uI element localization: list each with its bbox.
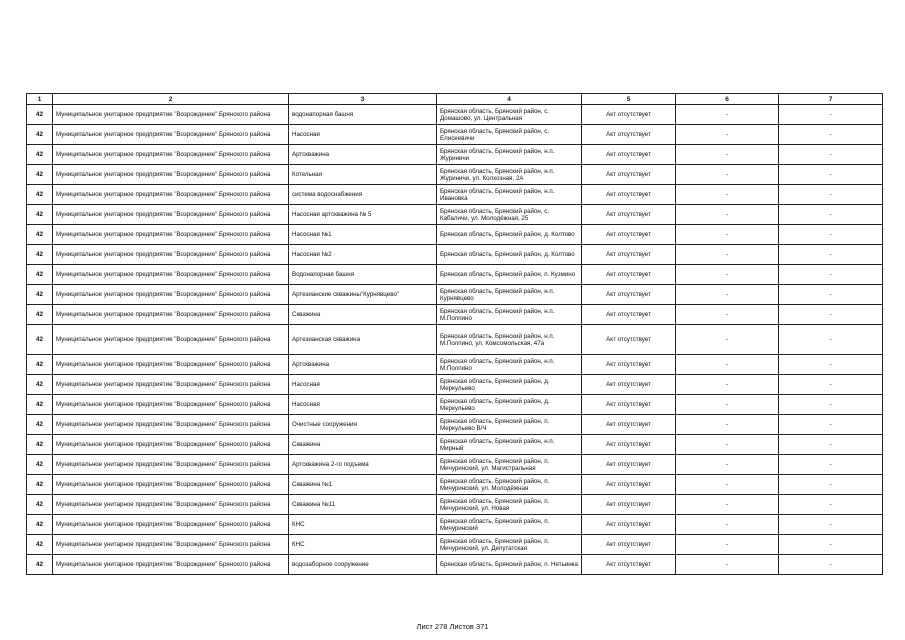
row-number: 42 — [27, 375, 53, 395]
page-counter: Лист 278 Листов 371 — [416, 622, 489, 631]
col7-cell: - — [779, 555, 883, 575]
table-row — [27, 475, 883, 495]
col7-cell: - — [779, 325, 883, 355]
col6-cell: - — [676, 325, 779, 355]
col7-cell: - — [779, 245, 883, 265]
act-status-cell: Акт отсутствует — [582, 535, 676, 555]
row-number: 42 — [27, 455, 53, 475]
object-cell: КНС — [289, 535, 437, 555]
object-cell: водозаборное сооружение — [289, 555, 437, 575]
address-cell: Брянская область, Брянский район, с. Домашово, ул. Центральная — [437, 105, 582, 125]
organization-cell: Муниципальное унитарное предприятие "Возрождение" Брянского района — [53, 395, 289, 415]
header-col-2: 2 — [53, 94, 289, 105]
organization-cell: Муниципальное унитарное предприятие "Возрождение" Брянского района — [53, 555, 289, 575]
row-number: 42 — [27, 205, 53, 225]
row-number: 42 — [27, 105, 53, 125]
col7-cell: - — [779, 225, 883, 245]
address-cell: Брянская область, Брянский район, н.п. Мирный — [437, 435, 582, 455]
organization-cell: Муниципальное унитарное предприятие "Возрождение" Брянского района — [53, 105, 289, 125]
table-row — [27, 535, 883, 555]
table-row — [27, 165, 883, 185]
address-cell: Брянская область, Брянский район, д. Меркульево — [437, 375, 582, 395]
organization-cell: Муниципальное унитарное предприятие "Возрождение" Брянского района — [53, 415, 289, 435]
table-row — [27, 265, 883, 285]
col7-cell: - — [779, 265, 883, 285]
act-status-cell: Акт отсутствует — [582, 415, 676, 435]
row-number: 42 — [27, 435, 53, 455]
organization-cell: Муниципальное унитарное предприятие "Возрождение" Брянского района — [53, 435, 289, 455]
col6-cell: - — [676, 145, 779, 165]
act-status-cell: Акт отсутствует — [582, 205, 676, 225]
address-cell: Брянская область, Брянский район, п. Нетьинка — [437, 555, 582, 575]
col6-cell: - — [676, 105, 779, 125]
col7-cell: - — [779, 145, 883, 165]
table-row — [27, 305, 883, 325]
organization-cell: Муниципальное унитарное предприятие "Возрождение" Брянского района — [53, 475, 289, 495]
col6-cell: - — [676, 205, 779, 225]
row-number: 42 — [27, 355, 53, 375]
table-row — [27, 415, 883, 435]
object-cell: Насосная №2 — [289, 245, 437, 265]
organization-cell: Муниципальное унитарное предприятие "Возрождение" Брянского района — [53, 145, 289, 165]
act-status-cell: Акт отсутствует — [582, 475, 676, 495]
address-cell: Брянская область, Брянский район, п. Меркульево В/Ч — [437, 415, 582, 435]
table-row — [27, 145, 883, 165]
col6-cell: - — [676, 455, 779, 475]
address-cell: Брянская область, Брянский район, с. Кабаличи, ул. Молодёжная, 25 — [437, 205, 582, 225]
organization-cell: Муниципальное унитарное предприятие "Возрождение" Брянского района — [53, 165, 289, 185]
act-status-cell: Акт отсутствует — [582, 285, 676, 305]
row-number: 42 — [27, 145, 53, 165]
object-cell: Насосная — [289, 125, 437, 145]
row-number: 42 — [27, 225, 53, 245]
col7-cell: - — [779, 285, 883, 305]
row-number: 42 — [27, 325, 53, 355]
act-status-cell: Акт отсутствует — [582, 325, 676, 355]
table-row — [27, 555, 883, 575]
col6-cell: - — [676, 435, 779, 455]
col7-cell: - — [779, 475, 883, 495]
address-cell: Брянская область, Брянский район, п. Мичуринский, ул. Новая — [437, 495, 582, 515]
address-cell: Брянская область, Брянский район, н.п. Курнявцево — [437, 285, 582, 305]
act-status-cell: Акт отсутствует — [582, 265, 676, 285]
col7-cell: - — [779, 185, 883, 205]
object-cell: Насосная — [289, 375, 437, 395]
row-number: 42 — [27, 285, 53, 305]
table-row — [27, 185, 883, 205]
organization-cell: Муниципальное унитарное предприятие "Возрождение" Брянского района — [53, 515, 289, 535]
object-cell: КНС — [289, 515, 437, 535]
act-status-cell: Акт отсутствует — [582, 355, 676, 375]
row-number: 42 — [27, 305, 53, 325]
col6-cell: - — [676, 165, 779, 185]
col6-cell: - — [676, 245, 779, 265]
col6-cell: - — [676, 515, 779, 535]
col6-cell: - — [676, 125, 779, 145]
header-col-3: 3 — [289, 94, 437, 105]
col6-cell: - — [676, 285, 779, 305]
col6-cell: - — [676, 555, 779, 575]
organization-cell: Муниципальное унитарное предприятие "Возрождение" Брянского района — [53, 535, 289, 555]
header-col-1: 1 — [27, 94, 53, 105]
organization-cell: Муниципальное унитарное предприятие "Возрождение" Брянского района — [53, 305, 289, 325]
act-status-cell: Акт отсутствует — [582, 395, 676, 415]
act-status-cell: Акт отсутствует — [582, 375, 676, 395]
registry-table — [26, 93, 883, 575]
table-row — [27, 435, 883, 455]
address-cell: Брянская область, Брянский район, п. Мичуринский, ул. Молодёжная — [437, 475, 582, 495]
header-col-5: 5 — [582, 94, 676, 105]
col6-cell: - — [676, 495, 779, 515]
organization-cell: Муниципальное унитарное предприятие "Возрождение" Брянского района — [53, 285, 289, 305]
organization-cell: Муниципальное унитарное предприятие "Возрождение" Брянского района — [53, 245, 289, 265]
object-cell: Скважина — [289, 435, 437, 455]
organization-cell: Муниципальное унитарное предприятие "Возрождение" Брянского района — [53, 325, 289, 355]
header-col-7: 7 — [779, 94, 883, 105]
address-cell: Брянская область, Брянский район, н.п. Журиничи — [437, 145, 582, 165]
row-number: 42 — [27, 535, 53, 555]
row-number: 42 — [27, 245, 53, 265]
table-row — [27, 205, 883, 225]
table-body — [27, 105, 883, 575]
row-number: 42 — [27, 495, 53, 515]
col7-cell: - — [779, 415, 883, 435]
organization-cell: Муниципальное унитарное предприятие "Возрождение" Брянского района — [53, 355, 289, 375]
table-row — [27, 245, 883, 265]
col6-cell: - — [676, 225, 779, 245]
object-cell: Артскважина — [289, 145, 437, 165]
row-number: 42 — [27, 185, 53, 205]
col7-cell: - — [779, 515, 883, 535]
col6-cell: - — [676, 535, 779, 555]
row-number: 42 — [27, 165, 53, 185]
object-cell: Насосная №1 — [289, 225, 437, 245]
col6-cell: - — [676, 305, 779, 325]
row-number: 42 — [27, 395, 53, 415]
address-cell: Брянская область, Брянский район, н.п. М.Полпино — [437, 355, 582, 375]
table-row — [27, 455, 883, 475]
address-cell: Брянская область, Брянский район, н.п. М.Полпино — [437, 305, 582, 325]
address-cell: Брянская область, Брянский район, д. Колтово — [437, 245, 582, 265]
header-row — [27, 94, 883, 105]
row-number: 42 — [27, 475, 53, 495]
object-cell: Скважина №11 — [289, 495, 437, 515]
address-cell: Брянская область, Брянский район, п. Кузмино — [437, 265, 582, 285]
act-status-cell: Акт отсутствует — [582, 495, 676, 515]
object-cell: Скважина №1 — [289, 475, 437, 495]
object-cell: водонапорная башня — [289, 105, 437, 125]
row-number: 42 — [27, 125, 53, 145]
organization-cell: Муниципальное унитарное предприятие "Возрождение" Брянского района — [53, 125, 289, 145]
col6-cell: - — [676, 355, 779, 375]
table-row — [27, 495, 883, 515]
object-cell: Насосная — [289, 395, 437, 415]
object-cell: Артезианская скважина — [289, 325, 437, 355]
object-cell: Артезианские скважины"Курнявцево" — [289, 285, 437, 305]
object-cell: Очистные сооружения — [289, 415, 437, 435]
act-status-cell: Акт отсутствует — [582, 435, 676, 455]
organization-cell: Муниципальное унитарное предприятие "Возрождение" Брянского района — [53, 375, 289, 395]
table-row — [27, 285, 883, 305]
col7-cell: - — [779, 125, 883, 145]
table-row — [27, 125, 883, 145]
col7-cell: - — [779, 455, 883, 475]
address-cell: Брянская область, Брянский район, д. Колтово — [437, 225, 582, 245]
act-status-cell: Акт отсутствует — [582, 145, 676, 165]
col7-cell: - — [779, 205, 883, 225]
row-number: 42 — [27, 265, 53, 285]
table-row — [27, 105, 883, 125]
act-status-cell: Акт отсутствует — [582, 245, 676, 265]
col7-cell: - — [779, 535, 883, 555]
col6-cell: - — [676, 185, 779, 205]
table-row — [27, 355, 883, 375]
address-cell: Брянская область, Брянский район, п. Мичуринский — [437, 515, 582, 535]
row-number: 42 — [27, 555, 53, 575]
address-cell: Брянская область, Брянский район, п. Мичуринский, ул. Депутатская — [437, 535, 582, 555]
col7-cell: - — [779, 435, 883, 455]
address-cell: Брянская область, Брянский район, н.п. Журиничи, ул. Колхозная, 2А — [437, 165, 582, 185]
table-row — [27, 375, 883, 395]
organization-cell: Муниципальное унитарное предприятие "Возрождение" Брянского района — [53, 205, 289, 225]
address-cell: Брянская область, Брянский район, с. Елисеевичи — [437, 125, 582, 145]
col6-cell: - — [676, 375, 779, 395]
table-row — [27, 325, 883, 355]
object-cell: Артскважина — [289, 355, 437, 375]
col7-cell: - — [779, 105, 883, 125]
object-cell: Водонапорная башня — [289, 265, 437, 285]
organization-cell: Муниципальное унитарное предприятие "Возрождение" Брянского района — [53, 495, 289, 515]
object-cell: Котельная — [289, 165, 437, 185]
act-status-cell: Акт отсутствует — [582, 305, 676, 325]
address-cell: Брянская область, Брянский район, д. Меркульево — [437, 395, 582, 415]
object-cell: Скважина — [289, 305, 437, 325]
organization-cell: Муниципальное унитарное предприятие "Возрождение" Брянского района — [53, 225, 289, 245]
header-col-4: 4 — [437, 94, 582, 105]
table-row — [27, 395, 883, 415]
col6-cell: - — [676, 395, 779, 415]
col7-cell: - — [779, 355, 883, 375]
object-cell: Насосная артскважина № 5 — [289, 205, 437, 225]
table-row — [27, 515, 883, 535]
table-row — [27, 225, 883, 245]
act-status-cell: Акт отсутствует — [582, 185, 676, 205]
col6-cell: - — [676, 475, 779, 495]
address-cell: Брянская область, Брянский район, п. Мичуринский, ул. Магистральная — [437, 455, 582, 475]
col6-cell: - — [676, 265, 779, 285]
act-status-cell: Акт отсутствует — [582, 105, 676, 125]
act-status-cell: Акт отсутствует — [582, 165, 676, 185]
act-status-cell: Акт отсутствует — [582, 125, 676, 145]
col7-cell: - — [779, 495, 883, 515]
object-cell: Артскважина 2-го подъема — [289, 455, 437, 475]
act-status-cell: Акт отсутствует — [582, 555, 676, 575]
organization-cell: Муниципальное унитарное предприятие "Возрождение" Брянского района — [53, 185, 289, 205]
organization-cell: Муниципальное унитарное предприятие "Возрождение" Брянского района — [53, 455, 289, 475]
row-number: 42 — [27, 415, 53, 435]
col7-cell: - — [779, 305, 883, 325]
act-status-cell: Акт отсутствует — [582, 515, 676, 535]
col6-cell: - — [676, 415, 779, 435]
act-status-cell: Акт отсутствует — [582, 455, 676, 475]
col7-cell: - — [779, 395, 883, 415]
col7-cell: - — [779, 165, 883, 185]
organization-cell: Муниципальное унитарное предприятие "Возрождение" Брянского района — [53, 265, 289, 285]
row-number: 42 — [27, 515, 53, 535]
object-cell: система водоснабжения — [289, 185, 437, 205]
address-cell: Брянская область, Брянский район, н.п. М.Полпино, ул. Комсомольская, 47а — [437, 325, 582, 355]
header-col-6: 6 — [676, 94, 779, 105]
act-status-cell: Акт отсутствует — [582, 225, 676, 245]
col7-cell: - — [779, 375, 883, 395]
address-cell: Брянская область, Брянский район, н.п. Ивановка — [437, 185, 582, 205]
